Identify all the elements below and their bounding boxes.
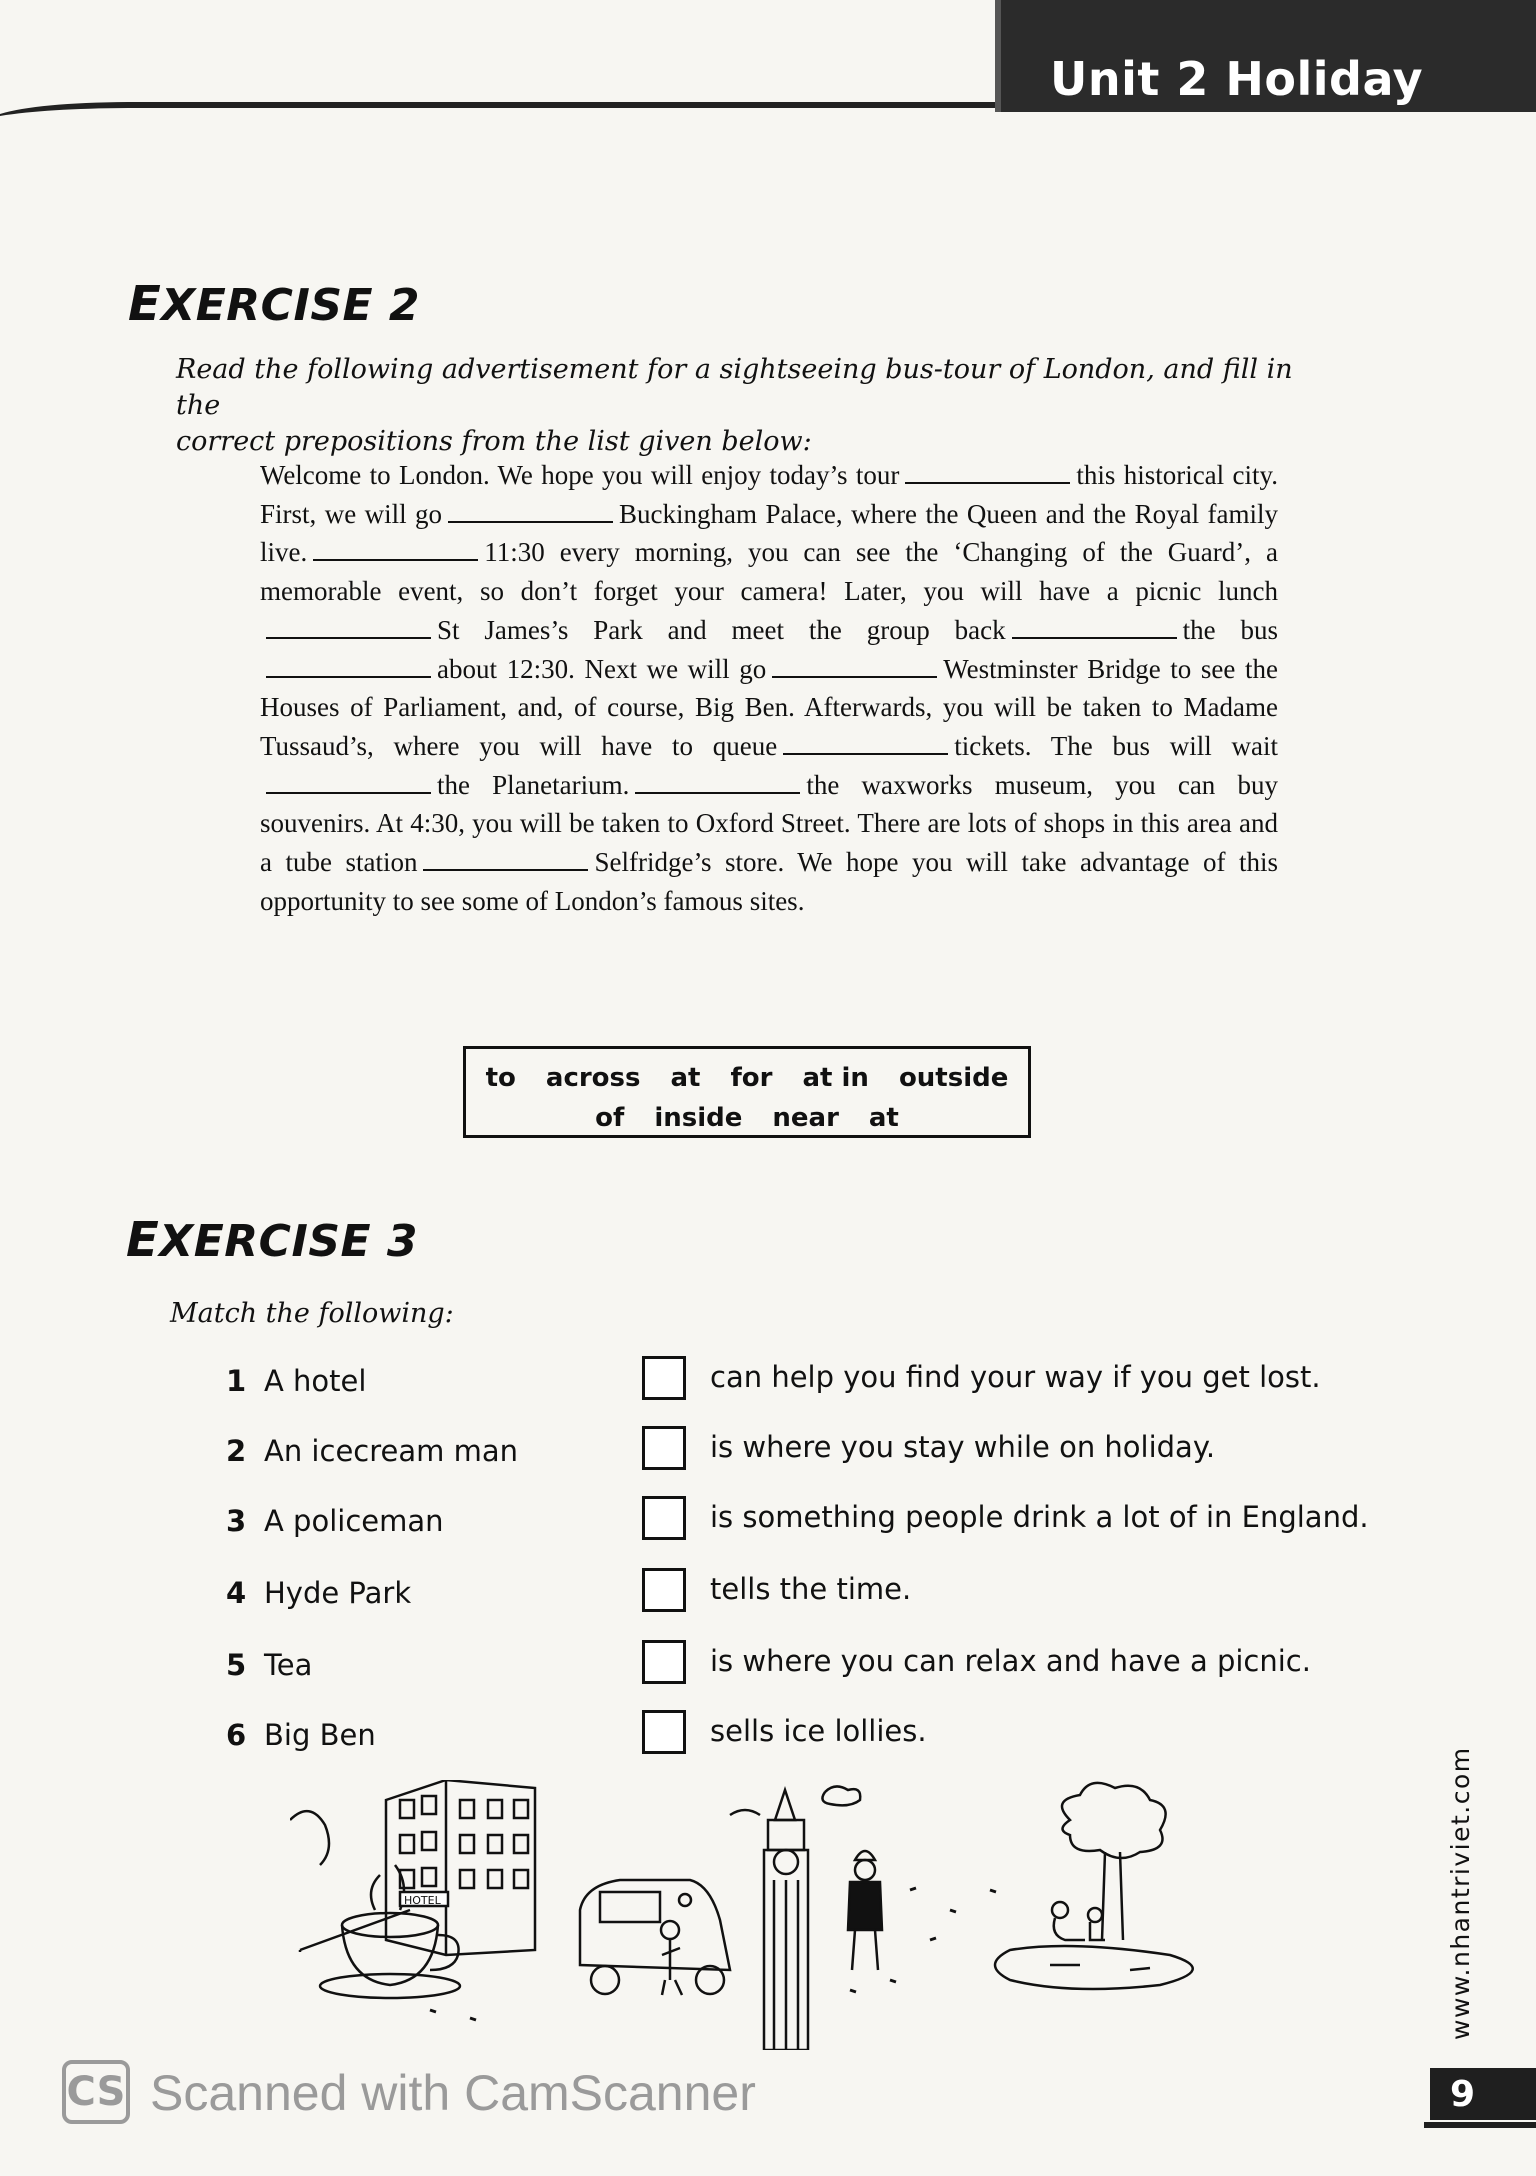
word-option: to xyxy=(485,1063,516,1093)
exercise-2-heading: EXERCISE 2 xyxy=(128,276,420,332)
preposition-word-box xyxy=(463,1046,1031,1138)
answer-checkbox[interactable] xyxy=(642,1356,686,1400)
item-number: 5 xyxy=(226,1648,247,1682)
exercise-3-instruction: Match the following: xyxy=(170,1298,454,1329)
answer-blank[interactable] xyxy=(313,537,478,561)
answer-blank[interactable] xyxy=(635,770,800,794)
icecream-van-icon xyxy=(580,1880,730,1995)
header-rule xyxy=(0,100,1000,116)
advertisement-passage: Welcome to London. We hope you will enjoy today’s tour this historical city. First, we will go Buckingham Palace, where the Queen and the Royal family live. 11:30 every morning, you can see the ‘Changing of the Guard’, a memorable event, so don’t forget your camera! Later, you will have a picnic lunchSt James’s Park and meet the group back the busabout 12:30. Next we will go Westminster Bridge to see the Houses of Parliament, and, of course, Big Ben. Afterwards, you will be taken to Madame Tussaud’s, where you will have to queue tickets. The bus will waitthe Planetarium. the waxworks museum, you can buy souvenirs. At 4:30, you will be taken to Oxford Street. There are lots of shops in this area and a tube station Selfridge’s store. We hope you will take advantage of this opportunity to see some of London’s famous sites. xyxy=(260,460,1278,916)
answer-blank[interactable] xyxy=(783,731,948,755)
page-number-box xyxy=(1430,2068,1536,2120)
camscanner-watermark xyxy=(62,2060,822,2130)
london-illustration xyxy=(290,1780,1290,2050)
match-row xyxy=(226,1426,1376,1486)
hotel-sign-text: HOTEL xyxy=(404,1894,441,1907)
word-option: for xyxy=(730,1063,773,1093)
exercise-2-instruction: Read the following advertisement for a sightseeing bus-tour of London, and fill in the correct prepositions from the list given below: xyxy=(176,354,1293,457)
match-item: A policeman xyxy=(264,1504,444,1538)
answer-blank[interactable] xyxy=(448,499,613,523)
word-option: at xyxy=(868,1103,899,1133)
header-bar xyxy=(0,0,1536,130)
match-row xyxy=(226,1496,1376,1556)
answer-blank[interactable] xyxy=(905,460,1070,484)
item-number: 6 xyxy=(226,1718,247,1752)
camscanner-logo-icon: CS xyxy=(62,2060,130,2124)
item-number: 1 xyxy=(226,1364,247,1398)
word-option: across xyxy=(545,1063,641,1093)
match-item: An icecream man xyxy=(264,1434,518,1468)
policeman-icon xyxy=(848,1851,882,1970)
match-row xyxy=(226,1640,1376,1700)
match-list xyxy=(226,1356,1376,1756)
answer-checkbox[interactable] xyxy=(642,1710,686,1754)
answer-checkbox[interactable] xyxy=(642,1640,686,1684)
word-option: of xyxy=(595,1103,625,1133)
match-definition: is something people drink a lot of in England. xyxy=(710,1500,1369,1534)
camscanner-text: Scanned with CamScanner xyxy=(150,2065,756,2121)
match-definition: is where you can relax and have a picnic. xyxy=(710,1644,1311,1678)
answer-blank[interactable] xyxy=(266,770,431,794)
word-option: at in xyxy=(802,1063,869,1093)
match-item: Hyde Park xyxy=(264,1576,412,1610)
word-option: inside xyxy=(654,1103,743,1133)
answer-checkbox[interactable] xyxy=(642,1426,686,1470)
unit-title: Unit 2 Holiday xyxy=(1050,52,1424,106)
match-item: Tea xyxy=(264,1648,313,1682)
item-number: 3 xyxy=(226,1504,247,1538)
answer-blank[interactable] xyxy=(266,654,431,678)
hotel-building-icon xyxy=(386,1780,535,1955)
answer-blank[interactable] xyxy=(772,654,937,678)
page-number: 9 xyxy=(1450,2074,1476,2115)
answer-checkbox[interactable] xyxy=(642,1496,686,1540)
word-option: outside xyxy=(898,1063,1009,1093)
exercise-3-heading: EXERCISE 3 xyxy=(126,1212,418,1268)
answer-blank[interactable] xyxy=(1012,615,1177,639)
match-definition: can help you find your way if you get lost. xyxy=(710,1360,1321,1394)
match-definition: sells ice lollies. xyxy=(710,1714,927,1748)
item-number: 4 xyxy=(226,1576,247,1610)
word-option: near xyxy=(772,1103,839,1133)
match-item: A hotel xyxy=(264,1364,367,1398)
match-row xyxy=(226,1710,1376,1770)
match-item: Big Ben xyxy=(264,1718,376,1752)
answer-blank[interactable] xyxy=(423,847,588,871)
word-box-row-1 xyxy=(466,1063,1028,1093)
match-row xyxy=(226,1356,1376,1416)
answer-blank[interactable] xyxy=(266,615,431,639)
match-definition: is where you stay while on holiday. xyxy=(710,1430,1216,1464)
match-definition: tells the time. xyxy=(710,1572,912,1606)
match-row xyxy=(226,1568,1376,1628)
side-url: www.nhantriviet.com xyxy=(1446,1746,1475,2040)
word-box-row-2 xyxy=(466,1103,1028,1133)
picnic-tree-icon xyxy=(995,1783,1193,1989)
answer-checkbox[interactable] xyxy=(642,1568,686,1612)
item-number: 2 xyxy=(226,1434,247,1468)
big-ben-clock-tower-icon xyxy=(730,1786,860,2050)
word-option: at xyxy=(670,1063,701,1093)
